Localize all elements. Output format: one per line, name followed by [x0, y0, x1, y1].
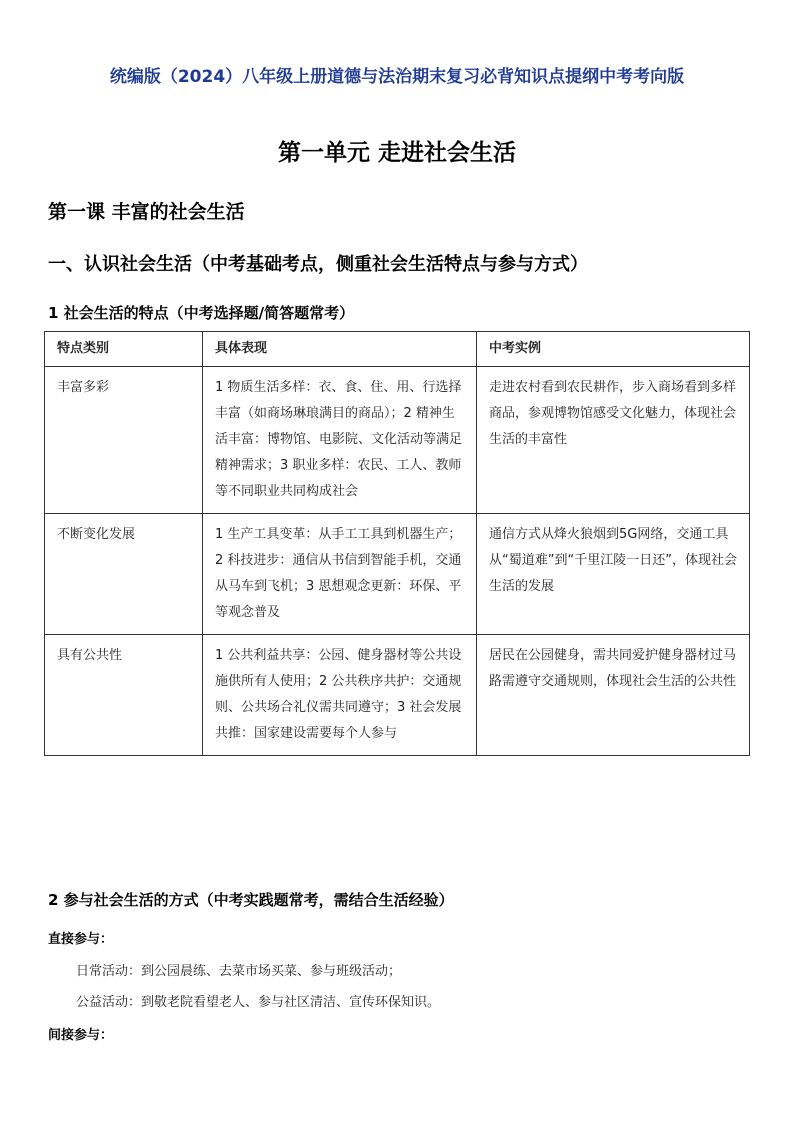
- table-cell-example: 走进农村看到农民耕作，步入商场看到多样商品，参观博物馆感受文化魅力，体现社会生活的丰富性: [477, 367, 750, 514]
- section-heading: 一、认识社会生活（中考基础考点，侧重社会生活特点与参与方式）: [48, 254, 588, 275]
- table-header-category: 特点类别: [45, 332, 203, 367]
- features-table: [44, 331, 750, 756]
- table-header-row: [45, 332, 750, 367]
- table-cell-detail: 1 生产工具变革：从手工工具到机器生产；2 科技进步：通信从书信到智能手机，交通从马车到飞机；3 思想观念更新：环保、平等观念普及: [203, 514, 477, 635]
- list-item: 公益活动：到敬老院看望老人、参与社区清洁、宣传环保知识。: [76, 995, 441, 1010]
- document-title: 统编版（2024）八年级上册道德与法治期末复习必背知识点提纲中考考向版: [109, 67, 685, 87]
- table-header-detail: 具体表现: [203, 332, 477, 367]
- table-row: [45, 635, 750, 756]
- table-cell-category: 具有公共性: [45, 635, 203, 756]
- table-cell-example: 通信方式从烽火狼烟到5G网络，交通工具从“蜀道难”到“千里江陵一日还”，体现社会生活的发展: [477, 514, 750, 635]
- table-cell-detail: 1 公共利益共享：公园、健身器材等公共设施供所有人使用；2 公共秩序共护：交通规则、公共场合礼仪需共同遵守；3 社会发展共推：国家建设需要每个人参与: [203, 635, 477, 756]
- list-item: 日常活动：到公园晨练、去菜市场买菜、参与班级活动；: [76, 964, 402, 979]
- lesson-heading: 第一课 丰富的社会生活: [48, 201, 245, 223]
- direct-participation-label: 直接参与：: [48, 932, 114, 947]
- subsection-heading-participation: 2 参与社会生活的方式（中考实践题常考，需结合生活经验）: [48, 891, 454, 909]
- table-header-example: 中考实例: [477, 332, 750, 367]
- table-cell-category: 不断变化发展: [45, 514, 203, 635]
- unit-heading: 第一单元 走进社会生活: [277, 140, 516, 166]
- table-row: [45, 514, 750, 635]
- table-cell-example: 居民在公园健身，需共同爱护健身器材过马路需遵守交通规则，体现社会生活的公共性: [477, 635, 750, 756]
- table-row: [45, 367, 750, 514]
- indirect-participation-label: 间接参与：: [48, 1028, 114, 1043]
- table-cell-detail: 1 物质生活多样：衣、食、住、用、行选择丰富（如商场琳琅满目的商品）；2 精神生活丰富：博物馆、电影院、文化活动等满足精神需求；3 职业多样：农民、工人、教师等不同职业共同构成社会: [203, 367, 477, 514]
- table-cell-category: 丰富多彩: [45, 367, 203, 514]
- subsection-heading-features: 1 社会生活的特点（中考选择题/简答题常考）: [48, 304, 355, 322]
